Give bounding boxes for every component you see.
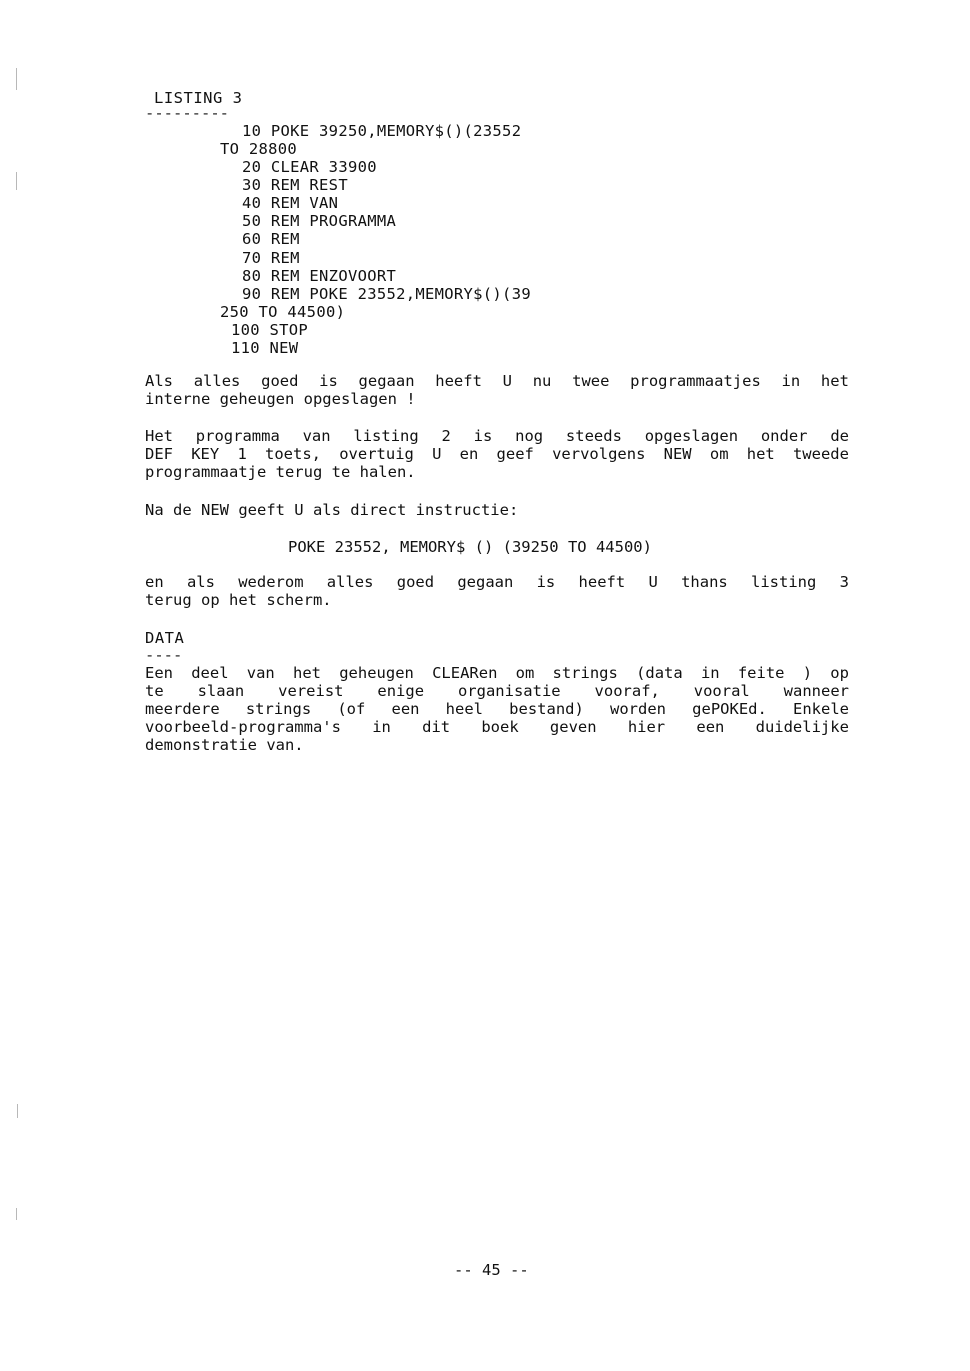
word: is — [473, 427, 493, 445]
word: boek — [481, 718, 519, 736]
justified-line — [145, 427, 849, 445]
word: gegaan — [358, 372, 415, 390]
word: Als — [145, 372, 173, 390]
word: het — [746, 445, 775, 463]
word: programmaatjes — [630, 372, 761, 390]
justified-line — [145, 718, 849, 736]
word: dit — [422, 718, 451, 736]
justified-line — [145, 700, 849, 718]
word: worden — [610, 700, 666, 718]
word: listing — [353, 427, 419, 445]
code-line: 110 NEW — [231, 339, 299, 357]
word: twee — [572, 372, 610, 390]
word: van — [302, 427, 331, 445]
word: goed — [396, 573, 435, 591]
justified-line — [145, 664, 849, 682]
word: gegaan — [457, 573, 514, 591]
code-line: 10 POKE 39250,MEMORY$()(23552 — [242, 122, 522, 140]
word: wanneer — [783, 682, 849, 700]
data-paragraph — [145, 664, 849, 754]
word: steeds — [565, 427, 622, 445]
word: U — [648, 573, 658, 591]
code-line: 100 STOP — [231, 321, 309, 339]
word: 1 — [237, 445, 247, 463]
code-line: 50 REM PROGRAMMA — [242, 212, 397, 230]
code-line: TO 28800 — [220, 140, 298, 158]
paragraph-1 — [145, 372, 849, 408]
data-heading-underline: ---- — [145, 646, 183, 664]
word: U — [432, 445, 442, 463]
word: enige — [377, 682, 425, 700]
word: geef — [496, 445, 534, 463]
word: KEY — [191, 445, 220, 463]
word: geven — [549, 718, 597, 736]
text-line: terug op het scherm. — [145, 591, 332, 609]
word: onder — [760, 427, 808, 445]
word: Het — [145, 427, 173, 445]
word: strings — [245, 700, 312, 718]
scan-mark — [16, 68, 17, 90]
text-line: demonstratie van. — [145, 736, 304, 754]
scan-mark — [16, 1208, 17, 1220]
word: in — [372, 718, 391, 736]
page-number: -- 45 -- — [454, 1261, 529, 1279]
word: een — [696, 718, 725, 736]
word: deel — [191, 664, 229, 682]
word: U — [502, 372, 512, 390]
word: het — [292, 664, 321, 682]
word: op — [830, 664, 849, 682]
word: in — [700, 664, 720, 682]
word: ) — [802, 664, 813, 682]
word: goed — [261, 372, 299, 390]
word: listing — [751, 573, 817, 591]
word: en — [459, 445, 479, 463]
direct-instruction: POKE 23552, MEMORY$ () (39250 TO 44500) — [288, 538, 652, 556]
word: vooral — [693, 682, 750, 700]
text-line: interne geheugen opgeslagen ! — [145, 390, 416, 408]
word: om — [515, 664, 535, 682]
code-line: 250 TO 44500) — [220, 303, 346, 321]
word: heeft — [578, 573, 626, 591]
word: alles — [193, 372, 241, 390]
word: wederom — [238, 573, 304, 591]
word: (data — [636, 664, 683, 682]
word: te — [145, 682, 164, 700]
justified-line — [145, 573, 849, 591]
word: heeft — [435, 372, 482, 390]
word: vervolgens — [552, 445, 646, 463]
word: thans — [681, 573, 728, 591]
word: CLEARen — [432, 664, 498, 682]
word: heel — [445, 700, 483, 718]
code-line: 70 REM — [242, 249, 300, 267]
justified-line — [145, 445, 849, 463]
listing-heading: LISTING 3 — [154, 89, 243, 107]
justified-line — [145, 682, 849, 700]
word: programma — [195, 427, 280, 445]
text-line: programmaatje terug te halen. — [145, 463, 416, 481]
word: tweede — [792, 445, 849, 463]
word: nog — [515, 427, 544, 445]
word: nu — [532, 372, 552, 390]
word: bestand) — [509, 700, 584, 718]
word: DEF — [145, 445, 173, 463]
word: in — [781, 372, 801, 390]
word: en — [145, 573, 164, 591]
word: als — [186, 573, 215, 591]
word: (of — [337, 700, 366, 718]
word: van — [246, 664, 275, 682]
word: meerdere — [145, 700, 220, 718]
data-heading: DATA — [145, 629, 185, 647]
word: hier — [627, 718, 666, 736]
word: voorbeeld-programma's — [145, 718, 341, 736]
word: Enkele — [793, 700, 849, 718]
word: gePOKEd. — [692, 700, 767, 718]
word: geheugen — [339, 664, 414, 682]
code-line: 90 REM POKE 23552,MEMORY$()(39 — [242, 285, 531, 303]
scan-mark — [16, 172, 17, 190]
scan-mark — [17, 1104, 18, 1118]
word: overtuig — [339, 445, 414, 463]
text-line: Na de NEW geeft U als direct instructie: — [145, 501, 519, 519]
paragraph-3 — [145, 501, 849, 519]
word: om — [709, 445, 729, 463]
word: toets, — [265, 445, 321, 463]
listing-heading-underline: --------- — [145, 104, 229, 122]
word: NEW — [663, 445, 692, 463]
word: 3 — [839, 573, 849, 591]
word: organisatie — [457, 682, 561, 700]
justified-line — [145, 372, 849, 390]
word: vereist — [278, 682, 344, 700]
word: Een — [145, 664, 173, 682]
code-line: 80 REM ENZOVOORT — [242, 267, 397, 285]
word: duidelijke — [755, 718, 849, 736]
word: slaan — [197, 682, 245, 700]
code-line: 40 REM VAN — [242, 194, 339, 212]
word: alles — [326, 573, 374, 591]
word: is — [536, 573, 556, 591]
paragraph-2 — [145, 427, 849, 481]
code-line: 20 CLEAR 33900 — [242, 158, 377, 176]
code-line: 60 REM — [242, 230, 300, 248]
word: een — [391, 700, 420, 718]
word: de — [830, 427, 849, 445]
word: het — [820, 372, 849, 390]
word: strings — [552, 664, 618, 682]
word: 2 — [441, 427, 451, 445]
paragraph-4 — [145, 573, 849, 609]
code-line: 30 REM REST — [242, 176, 348, 194]
word: opgeslagen — [644, 427, 739, 445]
word: feite — [737, 664, 785, 682]
word: vooraf, — [594, 682, 660, 700]
word: is — [319, 372, 338, 390]
